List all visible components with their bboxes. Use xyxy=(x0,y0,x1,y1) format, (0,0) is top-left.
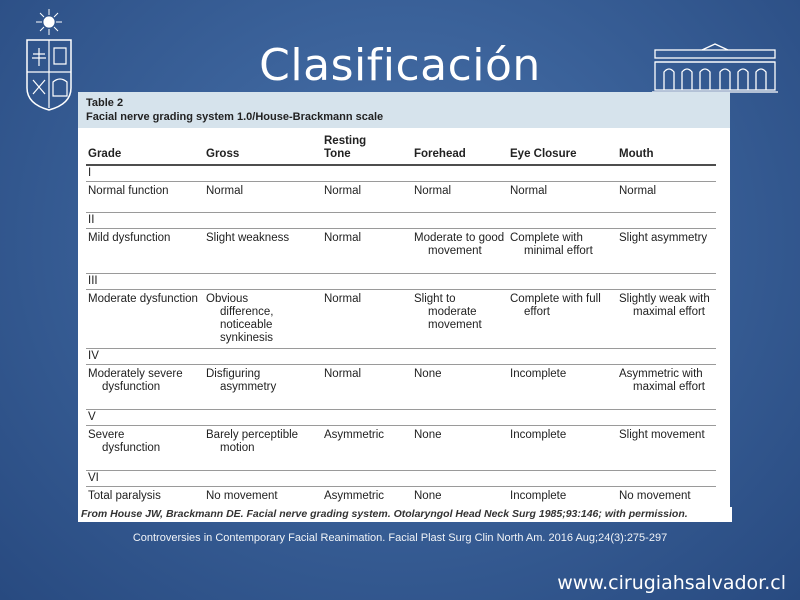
column-header: Grade xyxy=(88,148,122,160)
mouth-cell: No movement xyxy=(619,490,691,502)
table-row xyxy=(86,487,716,507)
resting-tone-cell: Normal xyxy=(324,232,362,244)
grade-numeral: IV xyxy=(86,349,716,365)
table-row xyxy=(86,182,716,213)
grade-cell: Mild dysfunction xyxy=(88,232,171,244)
table-source-note: From House JW, Brackmann DE. Facial nerve grading system. Otolaryngol Head Neck Surg 1985;93:146; with permission. xyxy=(78,507,732,522)
resting-tone-cell: Asymmetric xyxy=(324,429,385,441)
resting-tone-cell: Asymmetric xyxy=(324,490,385,502)
table-grid xyxy=(86,132,716,507)
forehead-cell: Normal xyxy=(414,185,452,197)
column-header: Mouth xyxy=(619,148,654,160)
grade-cell: Moderately severe dysfunction xyxy=(88,368,183,393)
eye-closure-cell: Complete with minimal effort xyxy=(510,232,593,257)
gross-cell: Barely perceptible motion xyxy=(206,429,299,454)
grade-numeral: I xyxy=(86,166,716,182)
mouth-cell: Slight asymmetry xyxy=(619,232,708,244)
mouth-cell: Normal xyxy=(619,185,657,197)
forehead-cell: Moderate to good movement xyxy=(414,232,505,257)
table-label: Table 2 xyxy=(86,97,124,109)
column-header-row xyxy=(86,132,716,166)
website-url: www.cirugiahsalvador.cl xyxy=(557,572,786,594)
gross-cell: Obvious difference, noticeable synkinesis xyxy=(206,293,274,344)
forehead-cell: None xyxy=(414,429,442,441)
table-header-band xyxy=(78,92,730,128)
grade-cell: Severe dysfunction xyxy=(88,429,161,454)
article-citation: Controversies in Contemporary Facial Reanimation. Facial Plast Surg Clin North Am. 2016 Aug;24(3):275-297 xyxy=(132,532,668,544)
table-row xyxy=(86,365,716,410)
grading-table xyxy=(78,92,730,522)
resting-tone-cell: Normal xyxy=(324,293,362,305)
grade-cell: Normal function xyxy=(88,185,169,197)
grade-cell: Moderate dysfunction xyxy=(88,293,198,305)
mouth-cell: Asymmetric with maximal effort xyxy=(619,368,706,393)
eye-closure-cell: Incomplete xyxy=(510,429,567,441)
resting-tone-cell: Normal xyxy=(324,368,362,380)
column-header: Gross xyxy=(206,148,240,160)
grade-numeral: V xyxy=(86,410,716,426)
slide-title: Clasificación xyxy=(259,40,541,91)
mouth-cell: Slight movement xyxy=(619,429,705,441)
resting-tone-cell: Normal xyxy=(324,185,362,197)
column-header: Eye Closure xyxy=(510,148,577,160)
eye-closure-cell: Normal xyxy=(510,185,548,197)
table-row xyxy=(86,229,716,274)
eye-closure-cell: Incomplete xyxy=(510,490,567,502)
table-row xyxy=(86,290,716,349)
gross-cell: Slight weakness xyxy=(206,232,290,244)
column-header: Resting Tone xyxy=(324,135,367,160)
table-row xyxy=(86,426,716,471)
grade-numeral: III xyxy=(86,274,716,290)
gross-cell: Normal xyxy=(206,185,244,197)
eye-closure-cell: Incomplete xyxy=(510,368,567,380)
mouth-cell: Slightly weak with maximal effort xyxy=(619,293,710,318)
eye-closure-cell: Complete with full effort xyxy=(510,293,601,318)
gross-cell: Disfiguring asymmetry xyxy=(206,368,277,393)
forehead-cell: None xyxy=(414,368,442,380)
column-header: Forehead xyxy=(414,148,466,160)
grade-numeral: II xyxy=(86,213,716,229)
forehead-cell: None xyxy=(414,490,442,502)
grade-numeral: VI xyxy=(86,471,716,487)
table-caption: Facial nerve grading system 1.0/House-Brackmann scale xyxy=(86,111,384,123)
grade-cell: Total paralysis xyxy=(88,490,161,502)
forehead-cell: Slight to moderate movement xyxy=(414,293,482,331)
gross-cell: No movement xyxy=(206,490,278,502)
